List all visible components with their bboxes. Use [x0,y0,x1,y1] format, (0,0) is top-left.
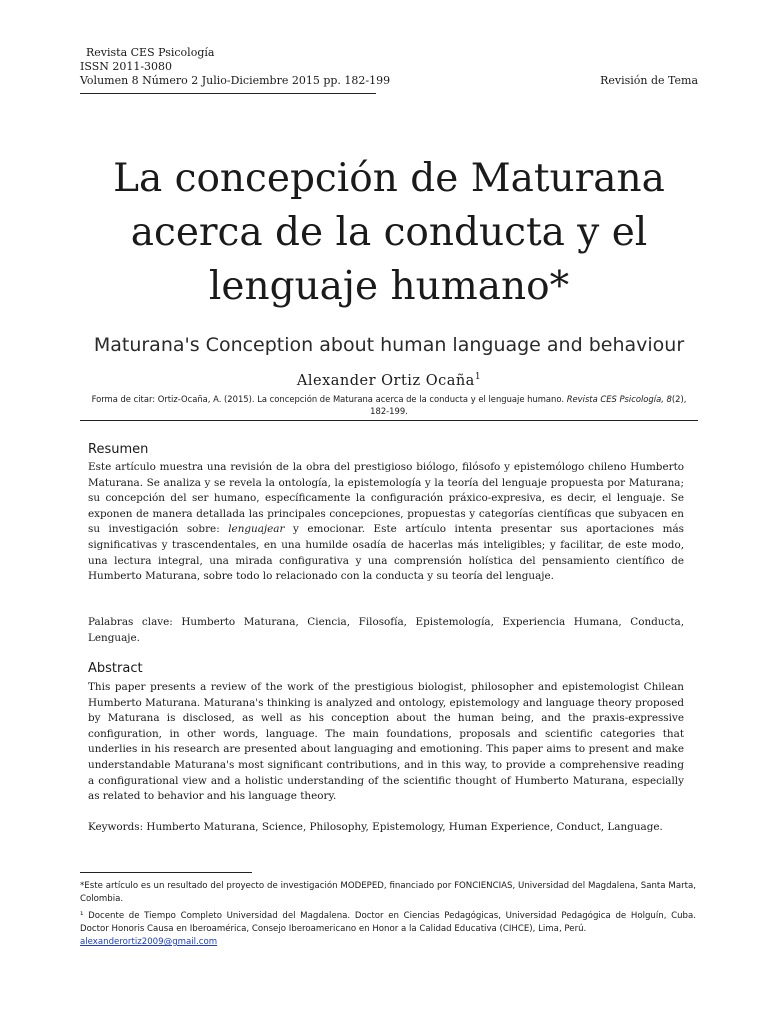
resumen-heading: Resumen [88,442,149,457]
article-subtitle: Maturana's Conception about human language and behaviour [93,334,685,356]
resumen-text-part-2: y emocionar. Este artículo intenta presentar sus aportaciones más significativas y trascendentales, en una humilde osadía de hacerlas más inteligibles; y facilitar, de este modo, una lectura integral, una mirada configurativa y una comprensión holística del pensamiento científico de Humberto Maturana, sobre todo lo relacionado con la conducta y su teoría del lenguaje. [88,523,684,583]
article-title [80,152,698,314]
citation-pages: 182-199. [370,406,408,416]
author-email-link[interactable]: alexanderortiz2009@gmail.com [80,937,218,947]
citation-issue: (2), [671,394,687,404]
abstract-text: This paper presents a review of the work of the prestigious biologist, philosopher and epistemologist Chilean Humberto Maturana. Maturana's thinking is analyzed and ontology, epistemology and language theory proposed by Maturana is disclosed, as well as his conception about the human being, and the praxis-expressive configuration, in other words, language. The main foundations, proposals and scientific categories that underlies in his research are presented about languaging and emotioning. This paper aims to present and make understandable Maturana's most significant contributions, and in this way, to provide a comprehensive reading a configurational view and a holistic understanding of the scientific thought of Humberto Maturana, especially as related to behavior and his language theory. [88,681,684,803]
footnote-author [80,910,696,949]
resumen-text [88,460,684,585]
issn: ISSN 2011-3080 [80,60,173,73]
volume-row [80,74,698,88]
journal-name: Revista CES Psicología [86,46,215,59]
footnote-project: *Este artículo es un resultado del proyecto de investigación MODEPED, financiado por FONCIENCIAS, Universidad del Magdalena, Santa Marta, Colombia. [80,881,696,904]
author-footnote-mark: 1 [474,372,482,382]
palabras-clave: Palabras clave: Humberto Maturana, Ciencia, Filosofía, Epistemología, Experiencia Humana, Conducta, Lenguaje. [88,616,684,644]
resumen-text-part-1: Este artículo muestra una revisión de la obra del prestigioso biólogo, filósofo y epistemólogo chileno Humberto Maturana. Se analiza y se revela la ontología, la epistemología y la teoría del lenguaje propuesta por Maturana; su concepción del ser humano, específicamente la configuración práxico-expresiva, es decir, el lenguaje. Se exponen de manera detallada las principales concepciones, propuestas y categorías científicas que subyacen en su investigación sobre: [88,461,684,536]
journal-header [80,46,698,88]
footnote-divider [80,872,252,873]
citation-text: Forma de citar: Ortiz-Ocaña, A. (2015). La concepción de Maturana acerca de la conducta y el lenguaje humano. [91,394,565,404]
resumen-emphasis: lenguajear [228,523,285,536]
footnotes [80,880,696,953]
title-line-2: acerca de la conducta y el [130,210,648,255]
volume-info: Volumen 8 Número 2 Julio-Diciembre 2015 pp. 182-199 [80,74,391,87]
title-line-1: La concepción de Maturana [113,156,665,201]
citation-journal: Revista CES Psicología, 8 [566,394,672,404]
author-line [80,372,698,389]
keywords: Keywords: Humberto Maturana, Science, Philosophy, Epistemology, Human Experience, Conduct, Language. [88,821,663,833]
article-page [80,0,698,1024]
section-type: Revisión de Tema [600,74,698,87]
author-name: Alexander Ortiz Ocaña [296,372,475,389]
title-divider [80,420,698,421]
abstract-heading: Abstract [88,661,143,676]
header-divider [80,93,376,94]
citation-line [80,393,698,417]
title-line-3: lenguaje humano* [208,264,570,309]
footnote-author-text: ¹ Docente de Tiempo Completo Universidad del Magdalena. Doctor en Ciencias Pedagógicas, Universidad Pedagógica de Holguín, Cuba. Doctor Honoris Causa en Iberoamérica, Consejo Iberoamericano en Honor a la Calidad Educativa (CIHCE), Lima, Perú. [80,911,696,934]
